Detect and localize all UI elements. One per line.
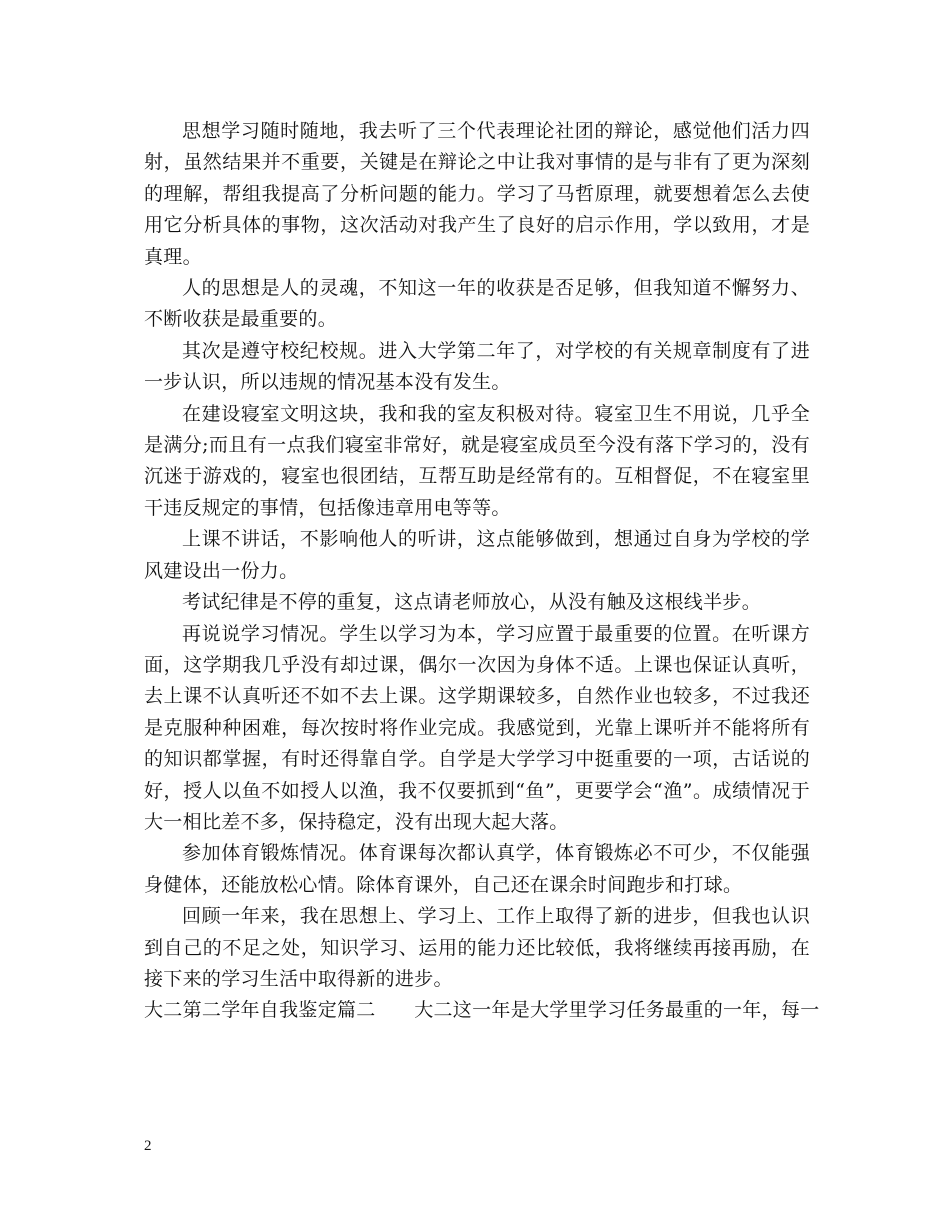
paragraph-study-situation: 再说说学习情况。学生以学习为本，学习应置于最重要的位置。在听课方面，这学期我几乎没有却过课，偶尔一次因为身体不适。上课也保证认真听，去上课不认真听还不如不去上课。这学期课较多，自然作业也较多，不过我还是克服种种困难，每次按时将作业完成。我感觉到，光靠上课听并不能将所有的知识都掌握，有时还得靠自学。自学是大学学习中挺重要的一项，古话说的好，授人以鱼不如授人以渔，我不仅要抓到“鱼”，更要学会“渔”。成绩情况于大一相比差不多，保持稳定，没有出现大起大落。 xyxy=(144,622,810,833)
paragraph-ideology-study: 思想学习随时随地，我去听了三个代表理论社团的辩论，感觉他们活力四射，虽然结果并不重要，关键是在辩论之中让我对事情的是与非有了更为深刻的理解，帮组我提高了分析问题的能力。学习了马哲原理，就要想着怎么去使用它分析具体的事物，这次活动对我产生了良好的启示作用，学以致用，才是真理。 xyxy=(144,120,810,268)
section-heading-line: 大二第二学年自我鉴定篇二 大二这一年是大学里学习任务最重的一年，每一 xyxy=(144,999,820,1022)
paragraph-class-discipline: 上课不讲话，不影响他人的听讲，这点能够做到，想通过自身为学校的学风建设出一份力。 xyxy=(144,528,810,582)
paragraph-physical-exercise: 参加体育锻炼情况。体育课每次都认真学，体育锻炼必不可少，不仅能强身健体，还能放松心情。除体育课外，自己还在课余时间跑步和打球。 xyxy=(144,842,810,896)
paragraph-exam-discipline: 考试纪律是不停的重复，这点请老师放心，从没有触及这根线半步。 xyxy=(182,591,762,614)
paragraph-year-review: 回顾一年来，我在思想上、学习上、工作上取得了新的进步，但我也认识到自己的不足之处，知识学习、运用的能力还比较低，我将继续再接再励，在接下来的学习生活中取得新的进步。 xyxy=(144,905,810,990)
paragraph-soul-of-thought: 人的思想是人的灵魂，不知这一年的收获是否足够，但我知道不懈努力、不断收获是最重要的。 xyxy=(144,277,810,331)
paragraph-dorm-civilization: 在建设寝室文明这块，我和我的室友积极对待。寝室卫生不用说，几乎全是满分;而且有一点我们寝室非常好，就是寝室成员至今没有落下学习的，没有沉迷于游戏的，寝室也很团结，互帮互助是经常有的。互相督促，不在寝室里干违反规定的事情，包括像违章用电等等。 xyxy=(144,402,810,519)
page-number: 2 xyxy=(144,1138,152,1154)
document-body xyxy=(144,116,820,1027)
paragraph-school-rules: 其次是遵守校纪校规。进入大学第二年了，对学校的有关规章制度有了进一步认识，所以违规的情况基本没有发生。 xyxy=(144,339,810,394)
